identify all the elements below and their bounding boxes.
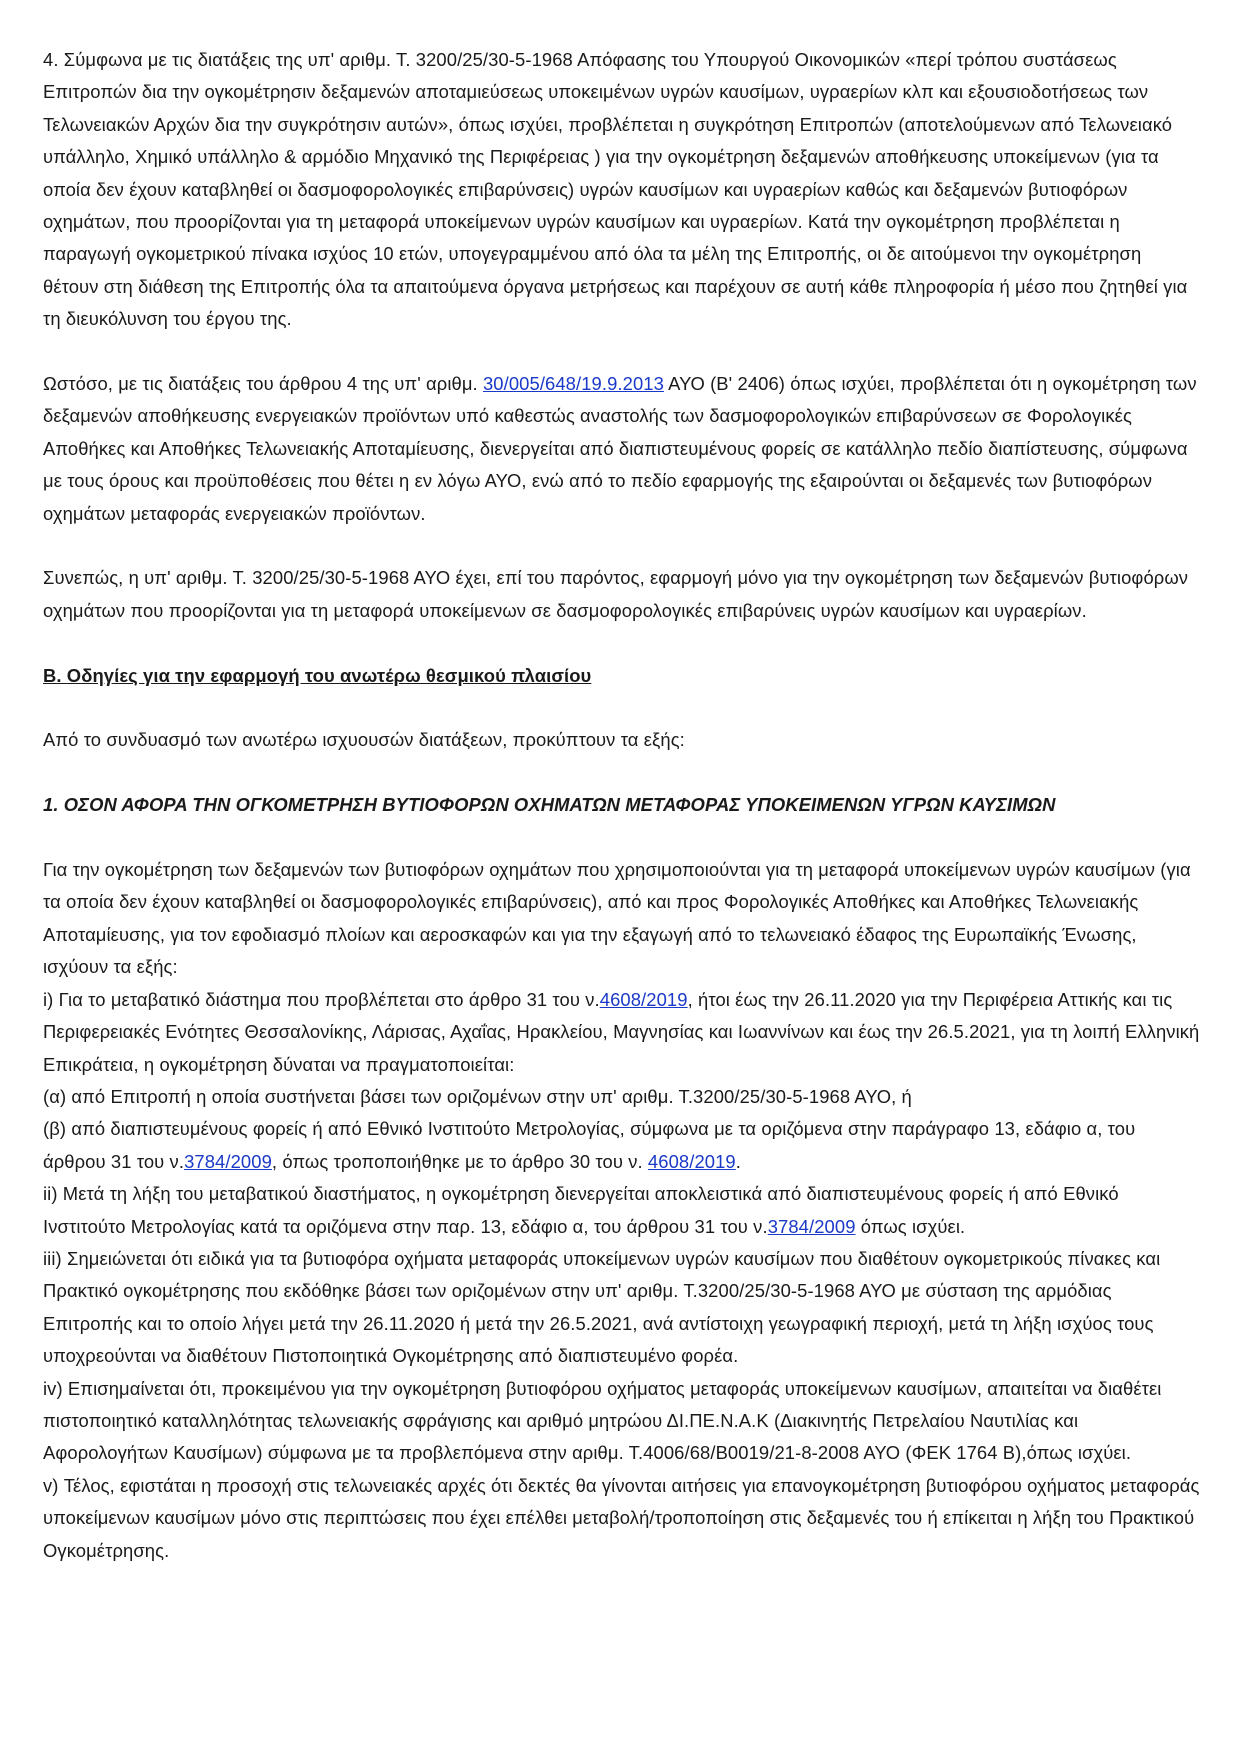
list-item-b: [43, 1113, 1200, 1178]
link-law-4608-2019[interactable]: 4608/2019: [647, 1150, 736, 1172]
list-item-iii: iii) Σημειώνεται ότι ειδικά για τα βυτιοφόρα οχήματα μεταφοράς υποκείμενων υγρών καυσίμων που διαθέτουν ογκομετρικούς πίνακες και Πρακτικό ογκομέτρησης που εκδόθηκε βάσει των οριζομένων στην υπ' αριθμ. Τ.3200/25/30-5-1968 ΑΥΟ με σύσταση της αρμόδιας Επιτροπής και το οποίο λήγει μετά την 26.11.2020 ή μετά την 26.5.2021, ανά αντίστοιχη γεωγραφική περιοχή, μετά τη λήξη ισχύος τους υποχρεούνται να διαθέτουν Πιστοποιητικά Ογκομέτρησης από διαπιστευμένο φορέα.: [43, 1247, 1161, 1367]
link-law-3784-2009[interactable]: 3784/2009: [767, 1215, 856, 1237]
paragraph-spacer: [43, 530, 1200, 562]
link-law-4608-2019[interactable]: 4608/2019: [599, 988, 688, 1010]
link-ayo-30-005-648[interactable]: 30/005/648/19.9.2013: [482, 373, 664, 395]
text-segment: , ήτοι έως την 26.11.2020 για την Περιφέρεια Αττικής και τις Περιφερειακές Ενότητες Θεσσαλονίκης, Λάρισας, Αχαΐας, Ηρακλείου, Μαγνησίας και Ιωαννίνων και έως την 26.5.2021, για τη λοιπή Ελληνική Επικράτεια, η ογκομέτρηση δύναται να πραγματοποιείται:: [43, 988, 1200, 1075]
text-segment: i) Για το μεταβατικό διάστημα που προβλέπεται στο άρθρο 31 του ν.: [43, 988, 600, 1010]
text-segment: ii) Μετά τη λήξη του μεταβατικού διαστήματος, η ογκομέτρηση διενεργείται αποκλειστικά από διαπιστευμένους φορείς ή από Εθνικό Ινστιτούτο Μετρολογίας κατά τα οριζόμενα στην παρ. 13, εδάφιο α, του άρθρου 31 του ν.: [43, 1183, 1119, 1237]
list-item-v: v) Τέλος, εφιστάται η προσοχή στις τελωνειακές αρχές ότι δεκτές θα γίνονται αιτήσεις για επανογκομέτρηση βυτιοφόρου οχήματος μεταφοράς υποκείμενων καυσίμων μόνο στις περιπτώσεις που έχει επέλθει μεταβολή/τροποποίηση στις δεξαμενές του ή επίκειται η λήξη του Πρακτικού Ογκομέτρησης.: [43, 1474, 1200, 1561]
list-item-a: (α) από Επιτροπή η οποία συστήνεται βάσει των οριζομένων στην υπ' αριθμ. Τ.3200/25/30-5-1968 ΑΥΟ, ή: [43, 1085, 912, 1107]
paragraph-however-ayo: [43, 368, 1200, 530]
paragraph-spacer: [43, 692, 1200, 724]
paragraph-4-committee-provisions: 4. Σύμφωνα με τις διατάξεις της υπ' αριθμ. Τ. 3200/25/30-5-1968 Απόφασης του Υπουργού Οικονομικών «περί τρόπου συστάσεως Επιτροπών δια την ογκομέτρησιν δεξαμενών αποταμιεύσεως υποκειμένων υγρών καυσίμων, υγραερίων κλπ και εξουσιοδοτήσεως των Τελωνειακών Αρχών δια την συγκρότησιν αυτών», όπως ισχύει, προβλέπεται η συγκρότηση Επιτροπών (αποτελούμενων από Τελωνειακό υπάλληλο, Χημικό υπάλληλο & αρμόδιο Μηχανικό της Περιφέρειας ) για την ογκομέτρηση δεξαμενών αποθήκευσης υποκείμενων (για τα οποία δεν έχουν καταβληθεί οι δασμοφορολογικές επιβαρύνσεις) υγρών καυσίμων και υγραερίων καθώς και δεξαμενών βυτιοφόρων οχημάτων, που προορίζονται για τη μεταφορά υποκείμενων υγρών καυσίμων και υγραερίων. Κατά την ογκομέτρηση προβλέπεται η παραγωγή ογκομετρικού πίνακα ισχύος 10 ετών, υπογεγραμμένου από όλα τα μέλη της Επιτροπής, οι δε αιτούμενοι την ογκομέτρηση θέτουν στη διάθεση της Επιτροπής όλα τα απαιτούμενα όργανα μετρήσεως και παρέχουν σε αυτή κάθε πληροφορία ή μέσο που ζητηθεί για τη διευκόλυνση του έργου της.: [43, 49, 1188, 330]
list-item-i: [43, 984, 1200, 1081]
paragraph-spacer: [43, 822, 1200, 854]
section-b-heading: Β. Οδηγίες για την εφαρμογή του ανωτέρω θεσμικού πλαισίου: [43, 664, 592, 686]
paragraph-spacer: [43, 336, 1200, 368]
text-segment: , όπως τροποποιήθηκε με το άρθρο 30 του ν.: [271, 1150, 648, 1172]
paragraph-spacer: [43, 757, 1200, 789]
list-item-ii: [43, 1178, 1200, 1243]
text-segment: (β) από διαπιστευμένους φορείς ή από Εθνικό Ινστιτούτο Μετρολογίας, σύμφωνα με τα οριζόμενα στην παράγραφο 13, εδάφιο α, του άρθρου 31 του ν.: [43, 1118, 1136, 1172]
heading-1-tanker-measurement: 1. ΟΣΟΝ ΑΦΟΡΑ ΤΗΝ ΟΓΚΟΜΕΤΡΗΣΗ ΒΥΤΙΟΦΟΡΩΝ ΟΧΗΜΑΤΩΝ ΜΕΤΑΦΟΡΑΣ ΥΠΟΚΕΙΜΕΝΩΝ ΥΓΡΩΝ ΚΑΥΣΙΜΩΝ: [43, 794, 1056, 816]
text-segment: ΑΥΟ (Β' 2406) όπως ισχύει, προβλέπεται ότι η ογκομέτρηση των δεξαμενών αποθήκευσης ενεργειακών προϊόντων υπό καθεστώς αναστολής των δασμοφορολογικών επιβαρύνσεων σε Φορολογικές Αποθήκες και Αποθήκες Τελωνειακής Αποταμίευσης, διενεργείται από διαπιστευμένους φορείς σε κατάλληλο πεδίο διαπίστευσης, σύμφωνα με τους όρους και προϋποθέσεις που θέτει η εν λόγω ΑΥΟ, ενώ από το πεδίο εφαρμογής της εξαιρούνται οι δεξαμενές των βυτιοφόρων οχημάτων μεταφοράς ενεργειακών προϊόντων.: [43, 373, 1197, 524]
text-segment: .: [735, 1150, 741, 1172]
text-segment: όπως ισχύει.: [855, 1215, 966, 1237]
text-segment: Ωστόσο, με τις διατάξεις του άρθρου 4 της υπ' αριθμ.: [43, 373, 483, 395]
paragraph-combination: Από το συνδυασμό των ανωτέρω ισχυουσών διατάξεων, προκύπτουν τα εξής:: [43, 729, 685, 751]
paragraph-spacer: [43, 627, 1200, 659]
paragraph-consequently: Συνεπώς, η υπ' αριθμ. Τ. 3200/25/30-5-1968 ΑΥΟ έχει, επί του παρόντος, εφαρμογή μόνο για την ογκομέτρηση των δεξαμενών βυτιοφόρων οχημάτων που προορίζονται για τη μεταφορά υποκείμενων σε δασμοφορολογικές επιβαρύνεις υγρών καυσίμων και υγραερίων.: [43, 567, 1189, 621]
link-law-3784-2009[interactable]: 3784/2009: [184, 1150, 272, 1172]
paragraph-tanker-intro: Για την ογκομέτρηση των δεξαμενών των βυτιοφόρων οχημάτων που χρησιμοποιούνται για τη μεταφορά υποκείμενων υγρών καυσίμων (για τα οποία δεν έχουν καταβληθεί οι δασμοφορολογικές επιβαρύνσεις), από και προς Φορολογικές Αποθήκες και Αποθήκες Τελωνειακής Αποταμίευσης, για τον εφοδιασμό πλοίων και αεροσκαφών και για την εξαγωγή από το τελωνειακό έδαφος της Ευρωπαϊκής Ένωσης, ισχύουν τα εξής:: [43, 859, 1191, 978]
list-item-iv: iv) Επισημαίνεται ότι, προκειμένου για την ογκομέτρηση βυτιοφόρου οχήματος μεταφοράς υποκείμενων καυσίμων, απαιτείται να διαθέτει πιστοποιητικό καταλληλότητας τελωνειακής σφράγισης και αριθμό μητρώου ΔΙ.ΠΕ.Ν.Α.Κ (Διακινητής Πετρελαίου Ναυτιλίας και Αφορολογήτων Καυσίμων) σύμφωνα με τα προβλεπόμενα στην αριθμ. Τ.4006/68/Β0019/21-8-2008 ΑΥΟ (ΦΕΚ 1764 Β),όπως ισχύει.: [43, 1377, 1162, 1464]
